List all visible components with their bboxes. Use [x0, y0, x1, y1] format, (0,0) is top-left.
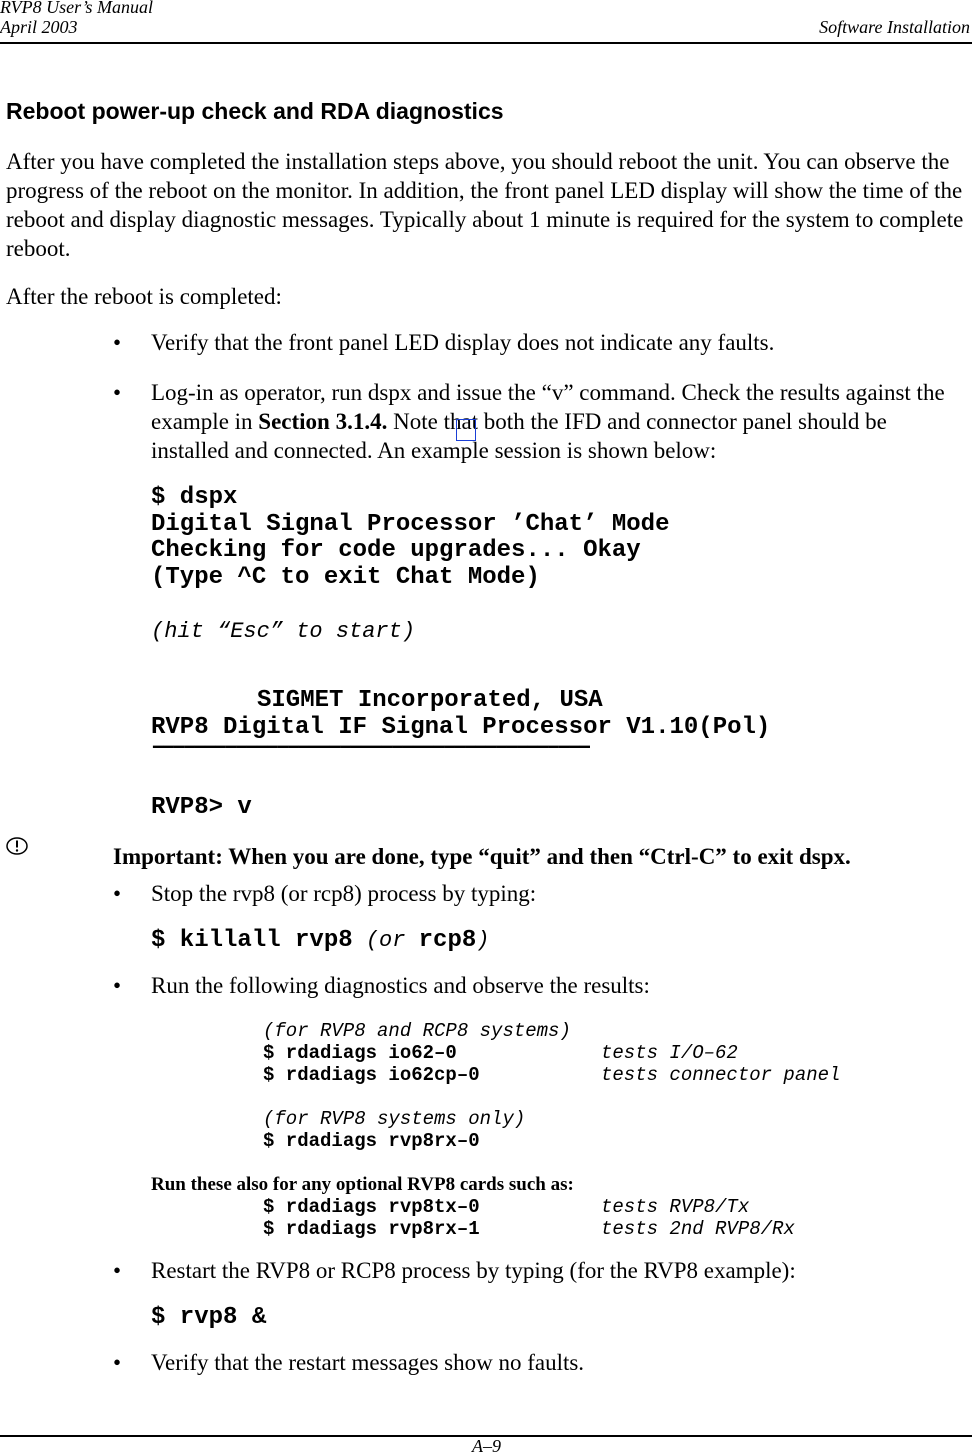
- after-reboot-text: After the reboot is completed:: [6, 284, 282, 309]
- bullet-text: Stop the rvp8 (or rcp8) process by typing:: [151, 881, 537, 906]
- diag-description: tests RVP8/Tx: [601, 1196, 750, 1218]
- diag-description: tests 2nd RVP8/Rx: [601, 1218, 795, 1240]
- diag-command: $ rdadiags io62–0: [263, 1042, 457, 1064]
- diag-note: (for RVP8 and RCP8 systems): [263, 1020, 571, 1042]
- page-number: A–9: [472, 1436, 501, 1456]
- diag-description: tests connector panel: [601, 1064, 841, 1086]
- optional-cards-heading: Run these also for any optional RVP8 cards such as:: [151, 1174, 574, 1195]
- highlight-marker: [456, 419, 476, 441]
- session-divider: ––––––––––––––––––––––––––––––––––––––––––: [151, 734, 588, 761]
- bullet-text: Verify that the restart messages show no faults.: [151, 1350, 585, 1375]
- diag-description: tests I/O–62: [601, 1042, 738, 1064]
- diag-command: $ rdadiags rvp8rx–0: [263, 1130, 480, 1152]
- section-name: Software Installation: [819, 17, 970, 37]
- session-line: Digital Signal Processor ’Chat’ Mode: [151, 511, 670, 538]
- session-hint: (hit “Esc” to start): [151, 619, 416, 644]
- manual-title: RVP8 User’s Manual: [0, 0, 153, 17]
- session-banner: RVP8 Digital IF Signal Processor V1.10(Pol): [151, 714, 771, 741]
- bullet-dot: •: [113, 1350, 122, 1375]
- session-banner: SIGMET Incorporated, USA: [257, 687, 603, 714]
- bullet-dot: •: [113, 380, 122, 405]
- diag-command: $ rdadiags rvp8rx–1: [263, 1218, 480, 1240]
- session-line: Checking for code upgrades... Okay: [151, 537, 641, 564]
- restart-command: $ rvp8 &: [151, 1304, 267, 1331]
- header-rule: [0, 42, 972, 44]
- intro-paragraph: After you have completed the installation steps above, you should reboot the unit. You can observe the progress of the reboot on the monitor. In addition, the front panel LED display will show the time of the reboot and display diagnostic messages. Typically about 1 minute is required for the system to complete reboot.: [6, 149, 964, 261]
- diag-command: $ rdadiags io62cp–0: [263, 1064, 480, 1086]
- killall-command: $ killall rvp8 (or rcp8): [151, 927, 490, 954]
- bullet-text: Log-in as operator, run dspx and issue the “v” command. Check the results against the example in Section 3.1.4. Note that both the IFD and connector panel should be installed and connected. An example session is shown below:: [151, 380, 945, 463]
- section-reference: Section 3.1.4.: [258, 409, 388, 434]
- bullet-text: Verify that the front panel LED display does not indicate any faults.: [151, 330, 775, 355]
- bullet-text: Restart the RVP8 or RCP8 process by typing (for the RVP8 example):: [151, 1258, 796, 1283]
- bullet-dot: •: [113, 881, 122, 906]
- section-title: Reboot power-up check and RDA diagnostics: [6, 98, 504, 124]
- warning-icon: [6, 837, 28, 855]
- diag-note: (for RVP8 systems only): [263, 1108, 526, 1130]
- important-note: Important: When you are done, type “quit” and then “Ctrl-C” to exit dspx.: [113, 844, 851, 869]
- session-line: (Type ^C to exit Chat Mode): [151, 564, 540, 591]
- session-line: $ dspx: [151, 484, 238, 511]
- bullet-dot: •: [113, 1258, 122, 1283]
- manual-date: April 2003: [0, 17, 78, 37]
- bullet-dot: •: [113, 330, 122, 355]
- diag-command: $ rdadiags rvp8tx–0: [263, 1196, 480, 1218]
- bullet-text: Run the following diagnostics and observe the results:: [151, 973, 650, 998]
- bullet-dot: •: [113, 973, 122, 998]
- session-prompt: RVP8> v: [151, 794, 252, 821]
